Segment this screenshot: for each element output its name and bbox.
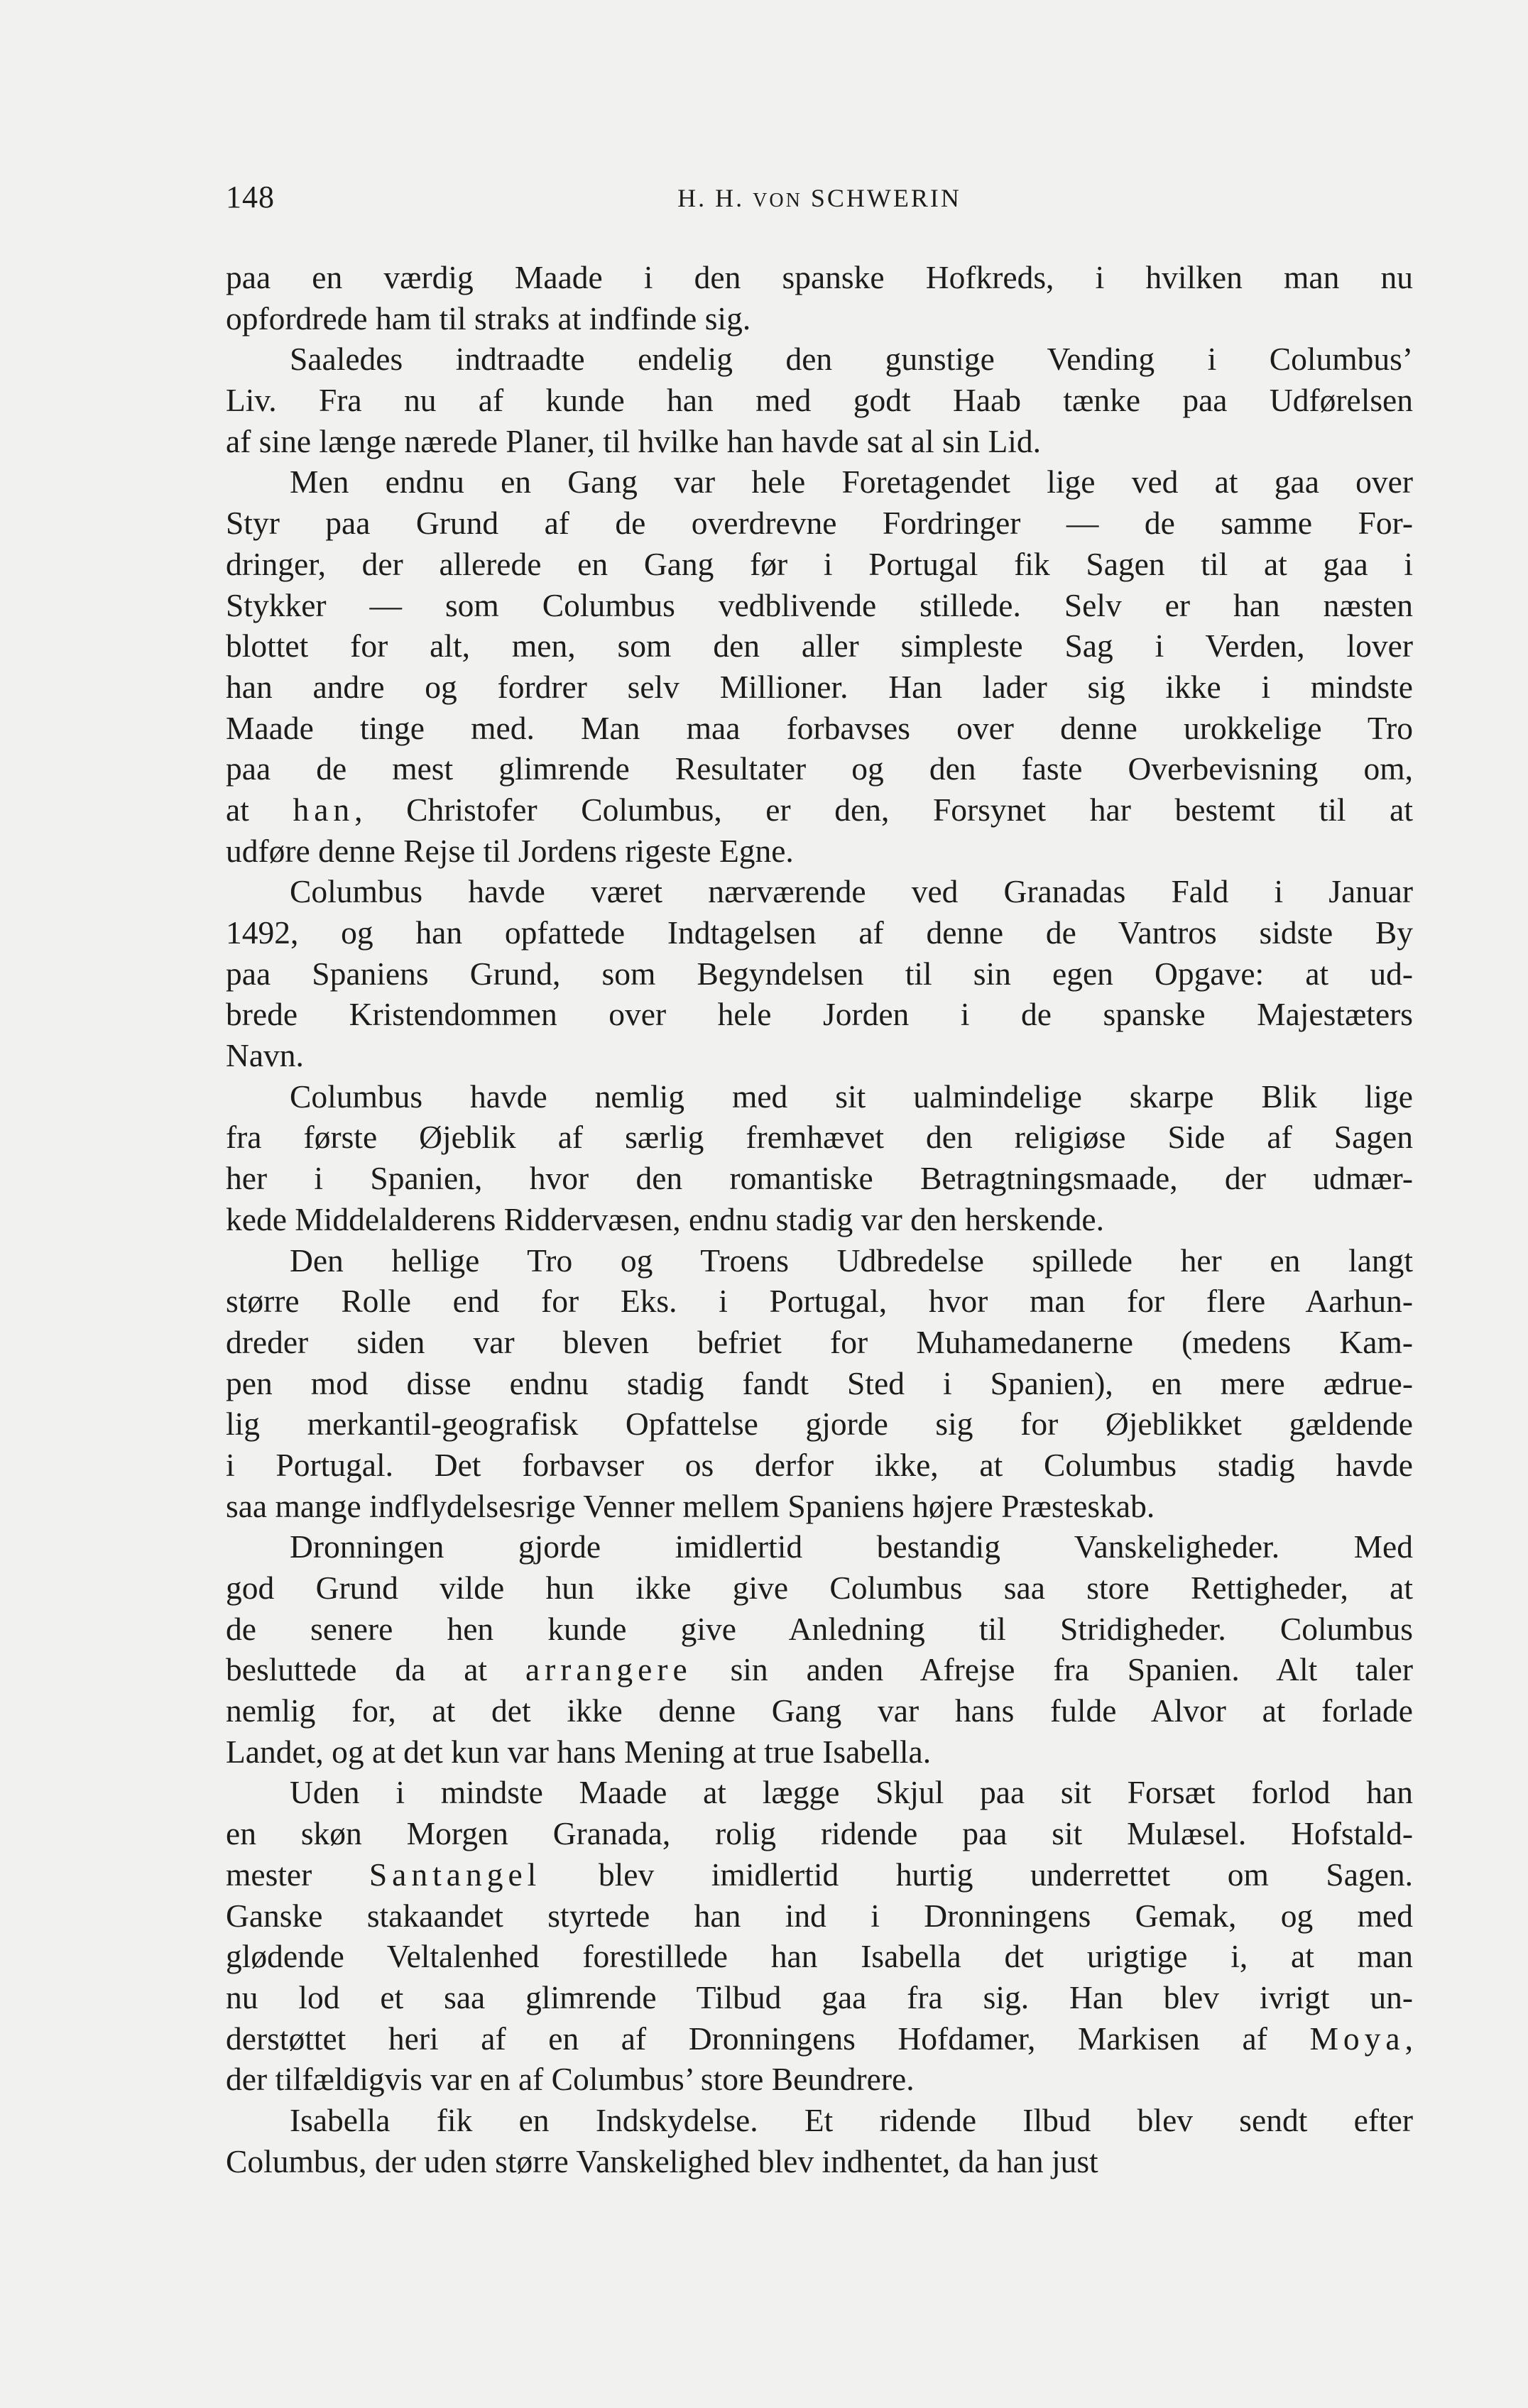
text-line: Ganske stakaandet styrtede han ind i Dronningens Gemak, og med: [226, 1897, 1413, 1934]
text-segment: at: [226, 791, 293, 828]
text-line: Columbus havde været nærværende ved Granadas Fald i Januar: [290, 873, 1413, 910]
author-von: VON: [753, 190, 802, 212]
text-segment: besluttede da at: [226, 1651, 525, 1688]
text-segment: ,: [1404, 2020, 1413, 2057]
text-segment: blev imidlertid hurtig underrettet om Sagen.: [541, 1856, 1413, 1893]
page-header: [226, 179, 1413, 221]
text-line: Dronningen gjorde imidlertid bestandig Vanskeligheder. Med: [290, 1528, 1413, 1565]
text-line: Isabella fik en Indskydelse. Et ridende Ilbud blev sendt efter: [290, 2101, 1413, 2138]
text-segment: mester: [226, 1856, 369, 1893]
text-segment: derstøttet heri af en af Dronningens Hofdamer, Markisen af: [226, 2020, 1310, 2057]
text-line: Navn.: [226, 1037, 304, 1074]
text-line: [226, 1649, 1413, 1690]
text-line: Uden i mindste Maade at lægge Skjul paa sit Forsæt forlod han: [290, 1774, 1413, 1811]
text-line: paa de mest glimrende Resultater og den faste Overbevisning om,: [226, 750, 1413, 787]
text-line: [226, 2018, 1413, 2059]
text-line: Maade tinge med. Man maa forbavses over denne urokkelige Tro: [226, 709, 1413, 746]
text-line: Men endnu en Gang var hele Foretagendet lige ved at gaa over: [290, 464, 1413, 500]
text-segment: , Christofer Columbus, er den, Forsynet har bestemt til at: [354, 791, 1413, 828]
text-line: Liv. Fra nu af kunde han med godt Haab tænke paa Udførelsen: [226, 382, 1413, 419]
author-initials: H. H.: [677, 184, 745, 212]
text-line: Styr paa Grund af de overdrevne Fordringer — de samme For-: [226, 505, 1413, 542]
text-line: god Grund vilde hun ikke give Columbus saa store Rettigheder, at: [226, 1570, 1413, 1606]
text-line: de senere hen kunde give Anledning til Stridigheder. Columbus: [226, 1610, 1413, 1647]
text-line: Columbus, der uden større Vanskelighed blev indhentet, da han just: [226, 2142, 1098, 2179]
text-line: 1492, og han opfattede Indtagelsen af denne de Vantros sidste By: [226, 914, 1413, 951]
text-line: glødende Veltalenhed forestillede han Isabella det urigtige i, at man: [226, 1938, 1413, 1975]
text-line: blottet for alt, men, som den aller simpleste Sag i Verden, lover: [226, 628, 1413, 664]
text-line: i Portugal. Det forbavser os derfor ikke, at Columbus stadig havde: [226, 1446, 1413, 1483]
text-line: pen mod disse endnu stadig fandt Sted i Spanien), en mere ædrue-: [226, 1364, 1413, 1401]
text-line: han andre og fordrer selv Millioner. Han lader sig ikke i mindste: [226, 668, 1413, 705]
text-segment: sin anden Afrejse fra Spanien. Alt taler: [692, 1651, 1413, 1688]
text-line: en skøn Morgen Granada, rolig ridende paa sit Mulæsel. Hofstald-: [226, 1815, 1413, 1852]
text-line: fra første Øjeblik af særlig fremhævet den religiøse Side af Sagen: [226, 1119, 1413, 1156]
text-line: der tilfældigvis var en af Columbus’ store Beundrere.: [226, 2061, 915, 2098]
text-line: Stykker — som Columbus vedblivende stillede. Selv er han næsten: [226, 586, 1413, 623]
text-line: her i Spanien, hvor den romantiske Betragtningsmaade, der udmær-: [226, 1160, 1413, 1197]
text-line: brede Kristendommen over hele Jorden i de spanske Majestæters: [226, 996, 1413, 1033]
text-line: paa Spaniens Grund, som Begyndelsen til sin egen Opgave: at ud-: [226, 955, 1413, 992]
body-text: [226, 257, 1413, 2182]
running-head: [226, 183, 1413, 213]
emphasis-spaced-text: arrangere: [525, 1651, 692, 1688]
text-line: Saaledes indtraadte endelig den gunstige Vending i Columbus’: [290, 341, 1413, 378]
text-line: kede Middelalderens Riddervæsen, endnu stadig var den herskende.: [226, 1200, 1104, 1237]
author-surname: SCHWERIN: [810, 184, 961, 212]
text-line: af sine længe nærede Planer, til hvilke han havde sat al sin Lid.: [226, 422, 1042, 459]
emphasis-spaced-text: Moya: [1309, 2020, 1405, 2057]
text-line: nemlig for, at det ikke denne Gang var hans fulde Alvor at forlade: [226, 1692, 1413, 1729]
emphasis-spaced-text: Santangel: [369, 1856, 542, 1893]
text-line: Den hellige Tro og Troens Udbredelse spillede her en langt: [290, 1242, 1413, 1279]
text-line: [226, 789, 1413, 831]
text-line: Landet, og at det kun var hans Mening at true Isabella.: [226, 1733, 932, 1770]
text-line: saa mange indflydelsesrige Venner mellem Spaniens højere Præsteskab.: [226, 1487, 1155, 1524]
text-line: Columbus havde nemlig med sit ualmindelige skarpe Blik lige: [290, 1078, 1413, 1115]
text-line: [226, 1854, 1413, 1895]
text-line: dringer, der allerede en Gang før i Portugal fik Sagen til at gaa i: [226, 545, 1413, 582]
text-line: udføre denne Rejse til Jordens rigeste Egne.: [226, 832, 794, 869]
text-line: opfordrede ham til straks at indfinde sig.: [226, 300, 751, 336]
page-number: 148: [226, 180, 275, 214]
text-line: nu lod et saa glimrende Tilbud gaa fra sig. Han blev ivrigt un-: [226, 1979, 1413, 2015]
text-line: lig merkantil-geografisk Opfattelse gjorde sig for Øjeblikket gældende: [226, 1406, 1413, 1443]
emphasis-spaced-text: han: [293, 791, 355, 828]
text-line: større Rolle end for Eks. i Portugal, hvor man for flere Aarhun-: [226, 1283, 1413, 1320]
text-line: paa en værdig Maade i den spanske Hofkreds, i hvilken man nu: [226, 259, 1413, 295]
text-line: dreder siden var bleven befriet for Muhamedanerne (medens Kam-: [226, 1323, 1413, 1360]
